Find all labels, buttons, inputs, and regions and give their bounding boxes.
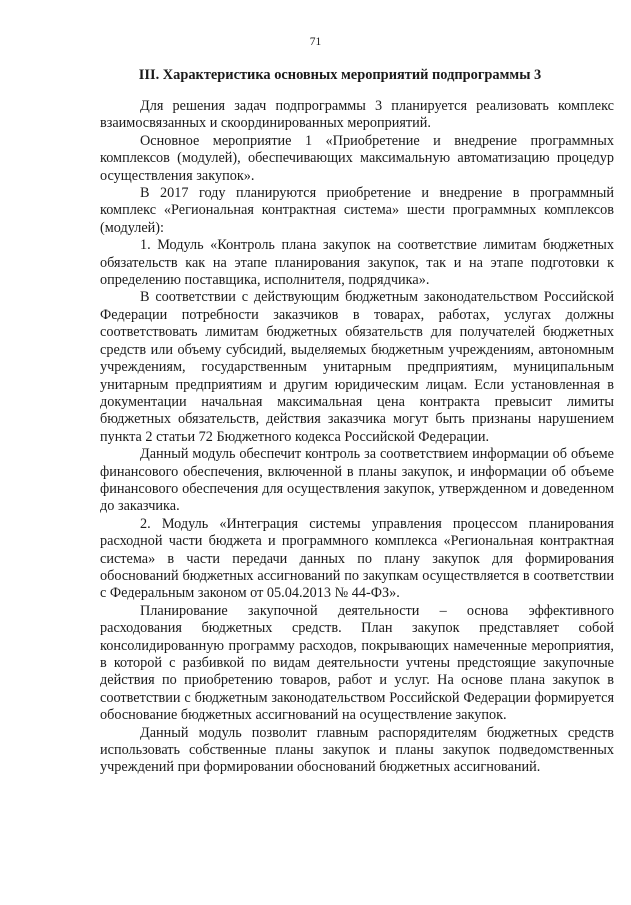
paragraph: Для решения задач подпрограммы 3 планируется реализовать комплекс взаимосвязанных и скоординированных мероприятий. <box>100 98 614 132</box>
paragraph: Данный модуль обеспечит контроль за соответствием информации об объеме финансового обеспечения, включенной в планы закупок, и информации об объеме финансового обеспечения для осуществления закупок, утвержденном и доведенном до заказчика. <box>100 446 614 515</box>
paragraph: 1. Модуль «Контроль плана закупок на соответствие лимитам бюджетных обязательств как на этапе планирования закупок, так и на этапе подготовки к определению поставщика, исполнителя, подрядчика». <box>100 237 614 289</box>
section-heading: III. Характеристика основных мероприятий подпрограммы 3 <box>138 67 542 83</box>
paragraph: 2. Модуль «Интеграция системы управления процессом планирования расходной части бюджета и программного комплекса «Региональная контрактная система» в части передачи данных по плану закупок для формирования обоснований бюджетных ассигнований по закупкам осуществляется в соответствии с Федеральным законом от 05.04.2013 № 44-ФЗ». <box>100 515 614 602</box>
paragraph: Планирование закупочной деятельности – основа эффективного расходования бюджетных средств. План закупок представляет собой консолидированную программу расходов, покрывающих намеченные мероприятия, в которой с разбивкой по видам деятельности учтены предстоящие закупочные действия по приобретению товаров, работ и услуг. На основе плана закупок в соответствии с бюджетным законодательством Российской Федерации формируется обоснование бюджетных ассигнований на осуществление закупок. <box>100 602 614 724</box>
page-number: 71 <box>309 36 322 48</box>
paragraph: В 2017 году планируются приобретение и внедрение в программный комплекс «Региональная контрактная система» шести программных комплексов (модулей): <box>100 185 614 236</box>
paragraph: Данный модуль позволит главным распорядителям бюджетных средств использовать собственные планы закупок и планы закупок подведомственных учреждений при формировании обоснований бюджетных ассигнований. <box>100 724 614 776</box>
paragraph: В соответствии с действующим бюджетным законодательством Российской Федерации потребности заказчиков в товарах, работах, услугах должны соответствовать лимитам бюджетных обязательств для получателей бюджетных средств или объему субсидий, выделяемых бюджетным учреждениям, автономным учреждениям, государственным унитарным предприятиям, муниципальным унитарным предприятиям и другим юридическим лицам. Если установленная в документации начальная максимальная цена контракта превысит лимиты бюджетных обязательств, действия заказчика могут быть признаны нарушением пункта 2 статьи 72 Бюджетного кодекса Российской Федерации. <box>100 289 614 445</box>
paragraph: Основное мероприятие 1 «Приобретение и внедрение программных комплексов (модулей), обеспечивающих максимальную автоматизацию процедур осуществления закупок». <box>100 132 614 184</box>
body-text <box>100 98 614 777</box>
